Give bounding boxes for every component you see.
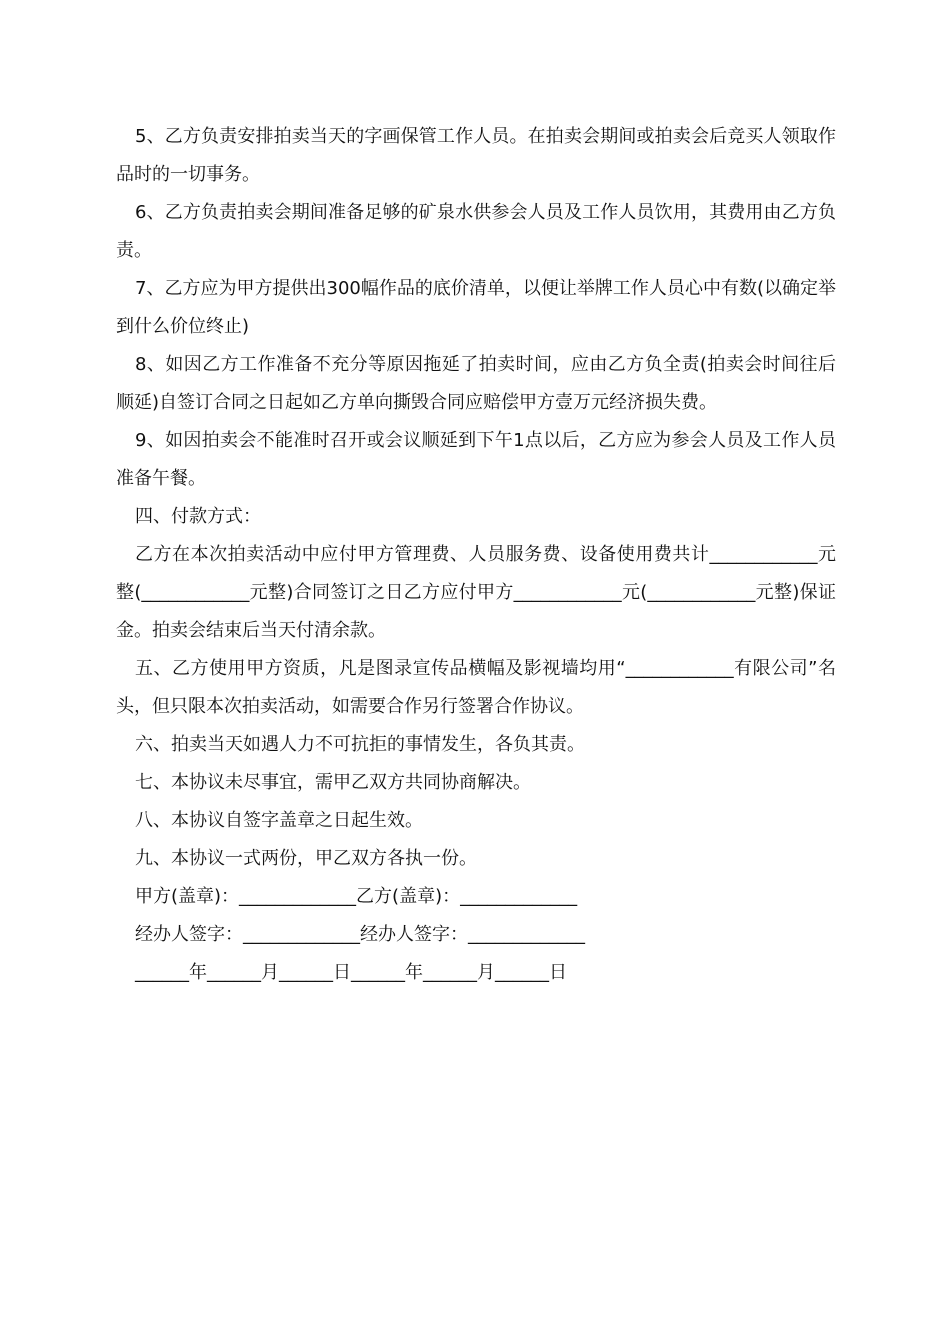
section-nine-copies: 九、本协议一式两份，甲乙双方各执一份。 [135, 848, 477, 869]
document-page [116, 118, 836, 992]
section-payment-heading: 四、付款方式： [135, 506, 261, 527]
section-five-qualification: 五、乙方使用甲方资质，凡是图录宣传品横幅及影视墙均用“____________有限公司”名头，但只限本次拍卖活动，如需要合作另行签署合作协议。 [116, 658, 836, 717]
clause-9: 9、如因拍卖会不能准时召开或会议顺延到下午1点以后，乙方应为参会人员及工作人员准备午餐。 [116, 430, 836, 489]
seal-line: 甲方(盖章)：_____________乙方(盖章)：_____________ [135, 886, 578, 907]
section-seven-negotiation: 七、本协议未尽事宜，需甲乙双方共同协商解决。 [135, 772, 531, 793]
section-eight-effective: 八、本协议自签字盖章之日起生效。 [135, 810, 423, 831]
clause-6: 6、乙方负责拍卖会期间准备足够的矿泉水供参会人员及工作人员饮用，其费用由乙方负责。 [116, 202, 836, 261]
payment-terms: 乙方在本次拍卖活动中应付甲方管理费、人员服务费、设备使用费共计____________元整(____________元整)合同签订之日乙方应付甲方____________元(____________元整)保证金。拍卖会结束后当天付清余款。 [116, 544, 836, 641]
clause-5: 5、乙方负责安排拍卖当天的字画保管工作人员。在拍卖会期间或拍卖会后竞买人领取作品时的一切事务。 [116, 126, 836, 185]
date-line: ______年______月______日______年______月______日 [135, 962, 567, 983]
signature-line: 经办人签字：_____________经办人签字：_____________ [135, 924, 585, 945]
section-six-force-majeure: 六、拍卖当天如遇人力不可抗拒的事情发生，各负其责。 [135, 734, 585, 755]
clause-7: 7、乙方应为甲方提供出300幅作品的底价清单，以便让举牌工作人员心中有数(以确定举到什么价位终止) [116, 278, 836, 337]
clause-8: 8、如因乙方工作准备不充分等原因拖延了拍卖时间，应由乙方负全责(拍卖会时间往后顺延)自签订合同之日起如乙方单向撕毁合同应赔偿甲方壹万元经济损失费。 [116, 354, 836, 413]
